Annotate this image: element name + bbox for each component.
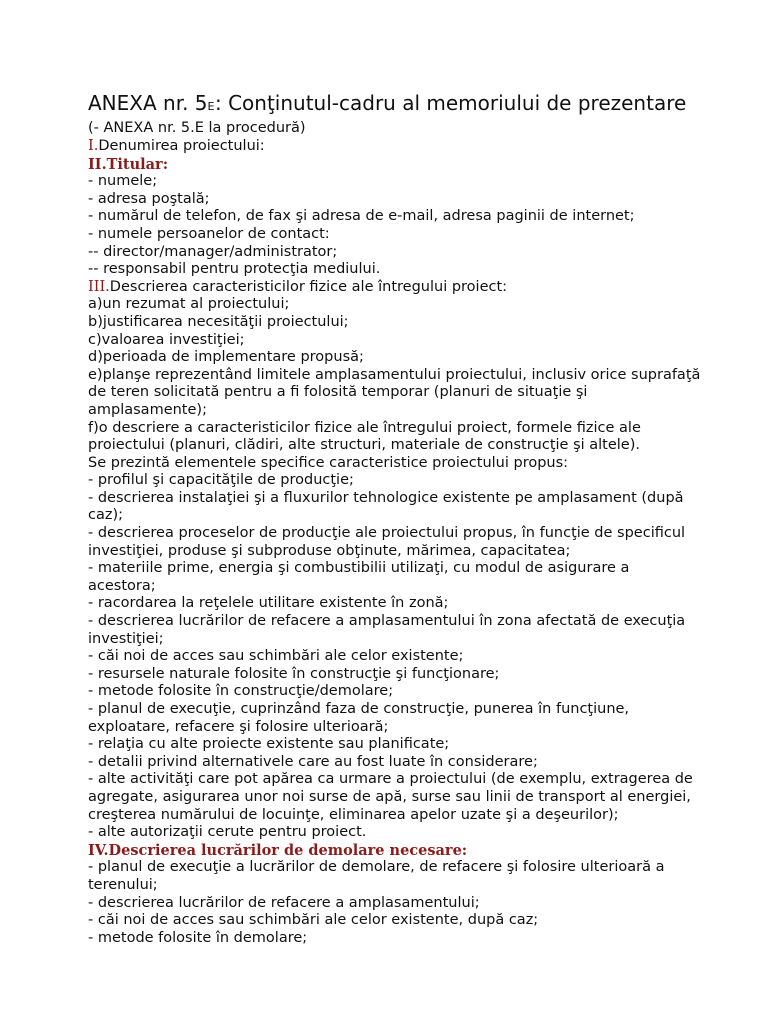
list-item: - alte autorizaţii cerute pentru proiect. <box>88 824 367 841</box>
section-1-number: I. <box>88 138 99 154</box>
document-subtitle: (- ANEXA nr. 5.E la procedură) <box>88 120 306 136</box>
list-item: -- director/manager/administrator; <box>88 243 338 260</box>
section-3 <box>88 279 748 297</box>
list-item: - resursele naturale folosite în construcţie şi funcţionare; <box>88 665 500 682</box>
list-item: - relaţia cu alte proiecte existente sau planificate; <box>88 736 450 753</box>
section-3-list <box>88 296 748 841</box>
list-item: - adresa poştală; <box>88 190 210 207</box>
list-item: - descrierea lucrărilor de refacere a amplasamentului în zona afectată de execuţia <box>88 613 686 630</box>
title-suffix: E <box>207 100 215 113</box>
section-2-heading: II.Titular: <box>88 155 169 173</box>
list-item: investiţiei, produse şi subproduse obţinute, mărimea, capacitatea; <box>88 542 571 559</box>
list-item: - racordarea la reţelele utilitare existente în zonă; <box>88 595 449 612</box>
list-item: - numărul de telefon, de fax şi adresa de e-mail, adresa paginii de internet; <box>88 208 635 225</box>
section-1-text: Denumirea proiectului: <box>98 138 265 154</box>
list-item: proiectului (planuri, clădiri, alte structuri, materiale de construcţie şi altele). <box>88 437 640 454</box>
section-3-text: Descrierea caracteristicilor fizice ale întregului proiect: <box>109 278 508 295</box>
list-item: f)o descriere a caracteristicilor fizice ale întregului proiect, formele fizice ale <box>88 419 641 436</box>
list-item: - metode folosite în construcţie/demolare; <box>88 683 394 700</box>
list-item: - numele; <box>88 173 158 190</box>
list-item: amplasamente); <box>88 401 207 418</box>
section-3-number: III. <box>88 278 110 295</box>
list-item: exploatare, refacere şi folosire ulterioară; <box>88 718 389 735</box>
list-item: - descrierea proceselor de producţie ale proiectului propus, în funcţie de specificul <box>88 525 686 542</box>
list-item: caz); <box>88 507 124 524</box>
title-main: ANEXA nr. 5 <box>88 91 208 115</box>
title-rest: : Conţinutul-cadru al memoriului de prezentare <box>214 91 687 115</box>
list-item: - profilul şi capacităţile de producţie; <box>88 472 354 489</box>
list-item: - descrierea instalaţiei şi a fluxurilor tehnologice existente pe amplasament (după <box>88 489 684 506</box>
list-item: agregate, asigurarea unor noi surse de apă, surse sau linii de transport al energiei, <box>88 788 691 805</box>
section-1 <box>88 138 748 156</box>
list-item: e)planşe reprezentând limitele amplasamentului proiectului, inclusiv orice suprafaţă <box>88 366 701 383</box>
document-page <box>88 90 748 947</box>
list-item: investiţiei; <box>88 630 164 647</box>
list-item: - descrierea lucrărilor de refacere a amplasamentului; <box>88 894 480 911</box>
list-item: - căi noi de acces sau schimbări ale celor existente, după caz; <box>88 912 539 929</box>
section-4-list <box>88 859 748 947</box>
section-2-list <box>88 173 748 279</box>
list-item: c)valoarea investiţiei; <box>88 331 245 348</box>
list-item: a)un rezumat al proiectului; <box>88 296 290 313</box>
list-item: Se prezintă elementele specifice caracteristice proiectului propus: <box>88 454 569 471</box>
list-item: -- responsabil pentru protecţia mediului. <box>88 261 381 278</box>
list-item: - planul de execuţie a lucrărilor de demolare, de refacere şi folosire ulterioară a <box>88 859 665 876</box>
list-item: b)justificarea necesităţii proiectului; <box>88 313 349 330</box>
list-item: creşterea numărului de locuinţe, eliminarea apelor uzate şi a deşeurilor); <box>88 806 619 823</box>
list-item: - alte activităţi care pot apărea ca urmare a proiectului (de exemplu, extragerea de <box>88 771 693 788</box>
list-item: - detalii privind alternativele care au fost luate în considerare; <box>88 753 538 770</box>
list-item: - numele persoanelor de contact: <box>88 225 330 242</box>
list-item: - materiile prime, energia şi combustibilii utilizaţi, cu modul de asigurare a <box>88 560 630 577</box>
list-item: de teren solicitată pentru a fi folosită temporar (planuri de situaţie şi <box>88 384 588 401</box>
section-4-heading: IV.Descrierea lucrărilor de demolare necesare: <box>88 841 468 859</box>
document-title <box>88 90 748 120</box>
list-item: acestora; <box>88 577 156 594</box>
list-item: - căi noi de acces sau schimbări ale celor existente; <box>88 648 464 665</box>
list-item: d)perioada de implementare propusă; <box>88 349 364 366</box>
list-item: terenului; <box>88 876 158 893</box>
list-item: - metode folosite în demolare; <box>88 929 308 946</box>
list-item: - planul de execuţie, cuprinzând faza de construcţie, punerea în funcţiune, <box>88 701 630 717</box>
